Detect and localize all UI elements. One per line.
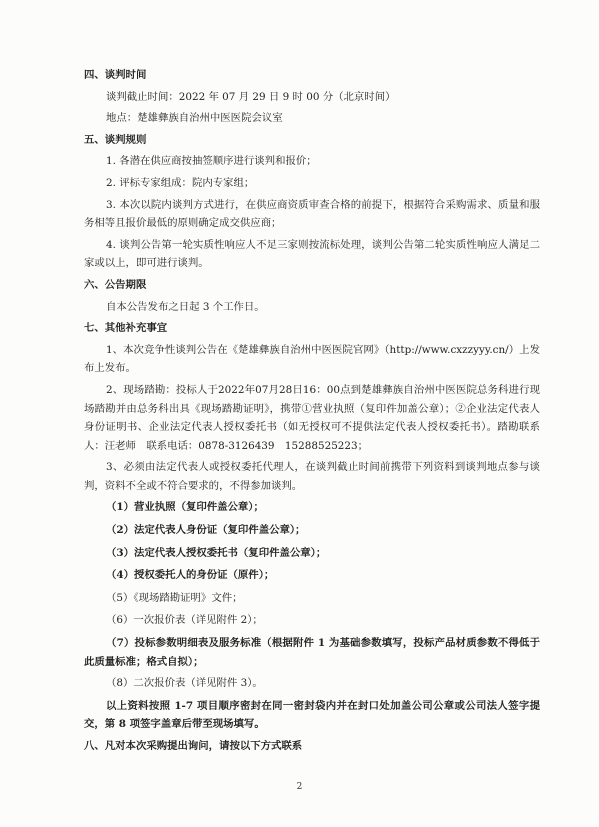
material-item-5: （5）《现场踏勘证明》文件； xyxy=(106,591,243,604)
rule-4: 4. 谈判公告第一轮实质性响应人不足三家则按流标处理，谈判公告第二轮实质性响应人满足二家或以上，即可进行谈判。 xyxy=(84,238,540,270)
supplement-1: 1、本次竞争性谈判公告在《楚雄彝族自治州中医医院官网》（http://www.cxzzyyy.cn/）上发布上发布。 xyxy=(84,343,540,375)
supplement-3: 3、必须由法定代表人或授权委托代理人，在谈判截止时间前携带下列资料到谈判地点参与谈判，资料不全或不符合要求的，不得参加谈判。 xyxy=(84,461,540,492)
supplement-2-site-visit: 2、现场踏勘：投标人于2022年07月28日16：00点到楚雄彝族自治州中医医院总务科进行现场踏勘并由总务科出具《现场踏勘证明》，携带①营业执照（复印件加盖公章）；②企业法定代表人身份证明书、企业法定代表人授权委托书（如无授权可不提供法定代表人授权委托书）。踏勘联系人：汪老师 联系电话：0878-3126439 15288525223； xyxy=(84,383,540,452)
material-item-8: （8）二次报价表（详见附件 3）。 xyxy=(106,677,263,690)
section-7-heading: 七、其他补充事宜 xyxy=(84,322,168,335)
material-item-6: （6）一次报价表（详见附件 2）； xyxy=(106,614,263,627)
page-number: 2 xyxy=(296,782,303,792)
section-6-heading: 六、公告期限 xyxy=(84,278,147,291)
section-5-heading: 五、谈判规则 xyxy=(84,133,147,146)
notice-period: 自本公告发布之日起 3 个工作日。 xyxy=(106,300,265,313)
material-item-2: （2）法定代表人身份证（复印件盖公章）； xyxy=(106,524,306,537)
rule-3: 3. 本次以院内谈判方式进行，在供应商资质审查合格的前提下，根据符合采购需求、质量和服务相等且报价最低的原则确定成交供应商； xyxy=(84,198,540,230)
material-item-7: （7）投标参数明细表及服务标准（根据附件 1 为基础参数填写，投标产品材质参数不得低于此质量标准；格式自拟）； xyxy=(84,637,540,668)
section-8-heading: 八、凡对本次采购提出询问，请按以下方式联系 xyxy=(84,740,303,752)
material-item-1: （1）营业执照（复印件盖公章）； xyxy=(106,501,264,514)
document-body xyxy=(84,66,540,759)
materials-closing-note: 以上资料按照 1-7 项目顺序密封在同一密封袋内并在封口处加盖公司公章或公司法人签字提交，第 8 项签字盖章后带至现场填写。 xyxy=(84,699,540,731)
section-4-heading: 四、谈判时间 xyxy=(84,69,147,81)
material-item-4: （4）授权委托人的身份证（原件）； xyxy=(106,569,275,582)
negotiation-deadline: 谈判截止时间：2022 年 07 月 29 日 9 时 00 分（北京时间） xyxy=(106,90,396,103)
rule-2: 2. 评标专家组成：院内专家组； xyxy=(106,176,255,189)
negotiation-place: 地点：楚雄彝族自治州中医医院会议室 xyxy=(106,112,283,125)
material-item-3: （3）法定代表人授权委托书（复印件盖公章）； xyxy=(106,546,327,559)
rule-1: 1. 各潜在供应商按抽签顺序进行谈判和报价； xyxy=(106,155,317,168)
